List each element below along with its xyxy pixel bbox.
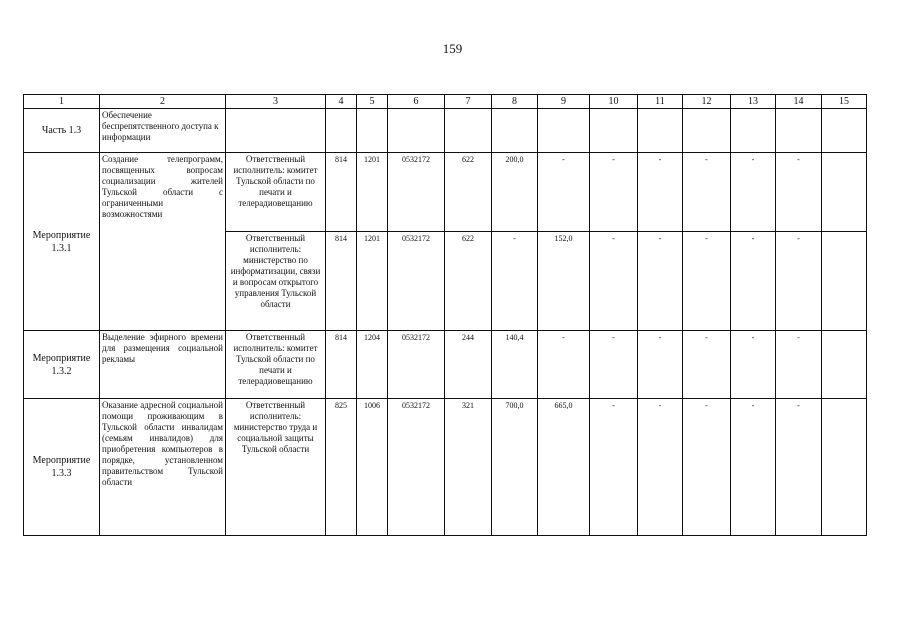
value-cell: -	[590, 331, 638, 399]
value-cell: -	[638, 153, 683, 232]
header-cell: 4	[326, 95, 357, 109]
header-cell: 1	[24, 95, 100, 109]
event-label: Мероприятие 1.3.1	[24, 153, 100, 331]
value-cell: -	[683, 232, 731, 331]
header-cell: 12	[683, 95, 731, 109]
value-cell: -	[538, 331, 590, 399]
value-cell: -	[731, 153, 776, 232]
value-cell: -	[683, 399, 731, 536]
value-cell: 622	[445, 232, 492, 331]
header-cell: 5	[357, 95, 388, 109]
value-cell: -	[731, 232, 776, 331]
page-number: 159	[442, 41, 463, 56]
empty-cell	[445, 109, 492, 153]
header-cell: 7	[445, 95, 492, 109]
part-label: Часть 1.3	[24, 109, 100, 153]
table-row	[24, 399, 867, 536]
value-cell: 622	[445, 153, 492, 232]
value-cell: -	[776, 153, 822, 232]
value-cell	[822, 232, 867, 331]
value-cell: 0532172	[388, 153, 445, 232]
empty-cell	[731, 109, 776, 153]
value-cell: -	[590, 232, 638, 331]
event-label: Мероприятие 1.3.2	[24, 331, 100, 399]
empty-cell	[388, 109, 445, 153]
value-cell: -	[731, 399, 776, 536]
value-cell: 244	[445, 331, 492, 399]
value-cell: 1201	[357, 153, 388, 232]
empty-cell	[822, 109, 867, 153]
value-cell: 814	[326, 232, 357, 331]
header-cell: 3	[226, 95, 326, 109]
value-cell: -	[590, 399, 638, 536]
table-row	[24, 153, 867, 232]
header-cell: 6	[388, 95, 445, 109]
value-cell: -	[776, 232, 822, 331]
empty-cell	[683, 109, 731, 153]
value-cell: 200,0	[492, 153, 538, 232]
value-cell: 665,0	[538, 399, 590, 536]
value-cell: -	[683, 153, 731, 232]
value-cell: -	[776, 399, 822, 536]
value-cell: 321	[445, 399, 492, 536]
empty-cell	[357, 109, 388, 153]
event-description: Выделение эфирного времени для размещения социальной рекламы	[100, 331, 226, 399]
empty-cell	[776, 109, 822, 153]
empty-cell	[326, 109, 357, 153]
part-title: Обеспечение беспрепятственного доступа к информации	[100, 109, 226, 153]
value-cell: -	[683, 331, 731, 399]
budget-table	[23, 94, 867, 536]
value-cell: -	[492, 232, 538, 331]
header-cell: 10	[590, 95, 638, 109]
executor-cell: Ответственный исполнитель: комитет Тульской области по печати и телерадиовещанию	[226, 153, 326, 232]
value-cell: -	[538, 153, 590, 232]
empty-cell	[492, 109, 538, 153]
value-cell: 0532172	[388, 331, 445, 399]
header-cell: 9	[538, 95, 590, 109]
value-cell: -	[638, 232, 683, 331]
header-cell: 2	[100, 95, 226, 109]
value-cell: -	[590, 153, 638, 232]
value-cell: -	[776, 331, 822, 399]
header-cell: 14	[776, 95, 822, 109]
value-cell: -	[731, 331, 776, 399]
value-cell: -	[638, 331, 683, 399]
value-cell: 1006	[357, 399, 388, 536]
executor-cell: Ответственный исполнитель: министерство труда и социальной защиты Тульской области	[226, 399, 326, 536]
value-cell	[822, 399, 867, 536]
event-description: Оказание адресной социальной помощи проживающим в Тульской области инвалидам (семьям инвалидов) для приобретения компьютеров в порядке, установленном правительством Тульской области	[100, 399, 226, 536]
value-cell: 814	[326, 331, 357, 399]
empty-cell	[638, 109, 683, 153]
value-cell	[822, 153, 867, 232]
header-cell: 13	[731, 95, 776, 109]
value-cell: 1201	[357, 232, 388, 331]
header-row	[24, 95, 867, 109]
value-cell: 700,0	[492, 399, 538, 536]
value-cell: 0532172	[388, 232, 445, 331]
event-description: Создание телепрограмм, посвященных вопросам социализации жителей Тульской области с ограниченными возможностями	[100, 153, 226, 331]
value-cell: -	[638, 399, 683, 536]
executor-cell: Ответственный исполнитель: министерство по информатизации, связи и вопросам открытого управления Тульской области	[226, 232, 326, 331]
event-label: Мероприятие 1.3.3	[24, 399, 100, 536]
value-cell: 152,0	[538, 232, 590, 331]
header-cell: 11	[638, 95, 683, 109]
value-cell: 814	[326, 153, 357, 232]
empty-cell	[226, 109, 326, 153]
value-cell	[822, 331, 867, 399]
empty-cell	[590, 109, 638, 153]
empty-cell	[538, 109, 590, 153]
value-cell: 140,4	[492, 331, 538, 399]
header-cell: 8	[492, 95, 538, 109]
table-row	[24, 331, 867, 399]
executor-cell: Ответственный исполнитель: комитет Тульской области по печати и телерадиовещанию	[226, 331, 326, 399]
value-cell: 0532172	[388, 399, 445, 536]
header-cell: 15	[822, 95, 867, 109]
value-cell: 1204	[357, 331, 388, 399]
value-cell: 825	[326, 399, 357, 536]
part-row	[24, 109, 867, 153]
